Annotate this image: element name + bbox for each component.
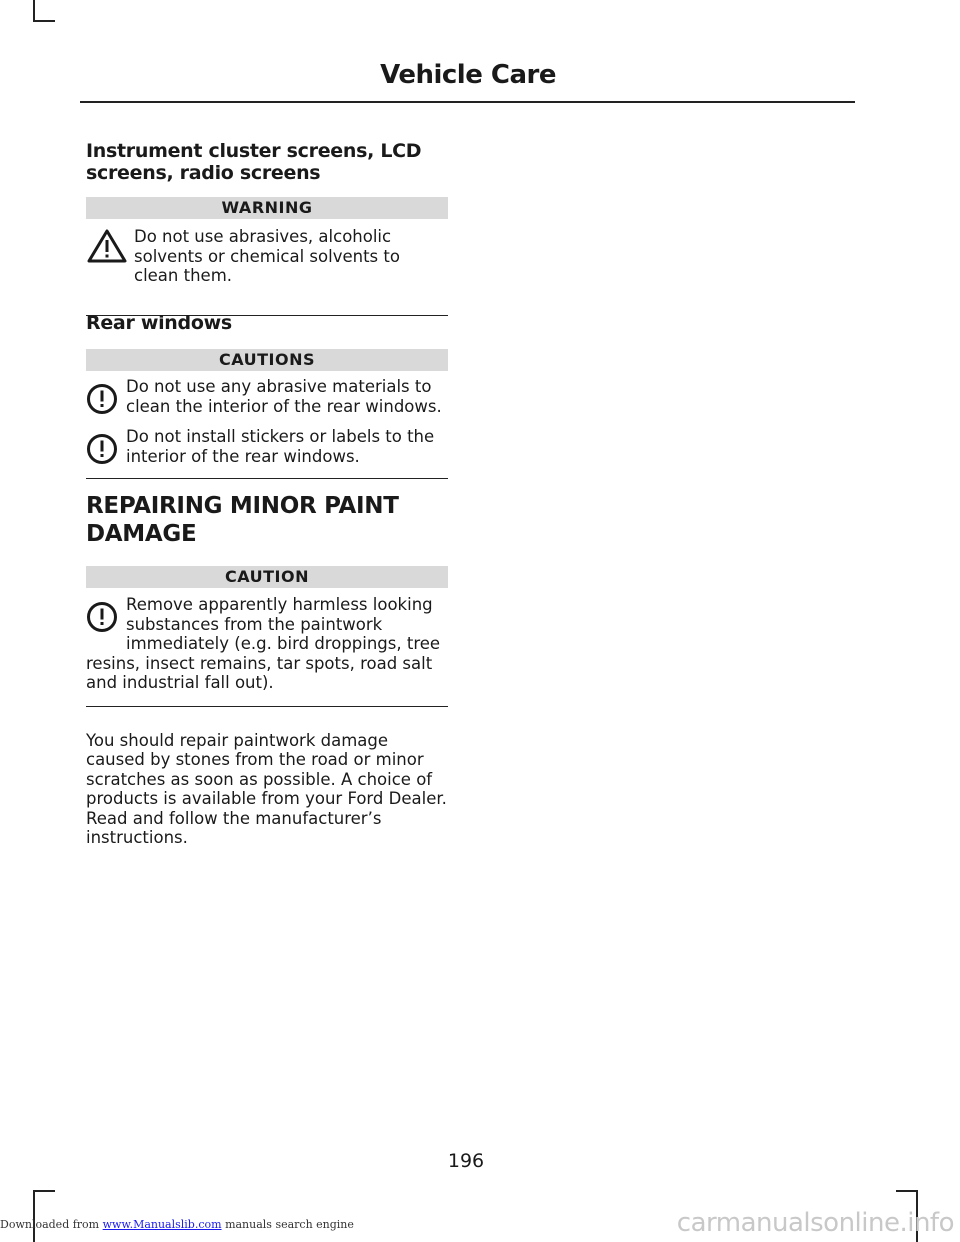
caution-exclamation-circle-icon <box>86 433 118 470</box>
section-heading-line1: REPAIRING MINOR PAINT <box>86 493 399 519</box>
warning-text: Do not use abrasives, alcoholic solvents or chemical solvents to clean them. <box>134 227 400 285</box>
caution-item <box>86 377 448 417</box>
cautions-block <box>86 349 448 479</box>
crop-mark <box>33 0 35 22</box>
section-paint-repair <box>86 492 448 548</box>
section-screens <box>86 140 448 184</box>
divider <box>86 706 448 707</box>
crop-mark <box>33 1190 35 1242</box>
footer-suffix: manuals search engine <box>225 1218 354 1231</box>
caution-text: Remove apparently harmless looking substances from the paintwork immediately (e.g. bird droppings, tree resins, insect remains, tar spots, road salt and industrial fall out). <box>86 595 441 692</box>
page-header-title: Vehicle Care <box>380 60 556 90</box>
caution-exclamation-circle-icon <box>86 383 118 420</box>
warning-item <box>86 227 448 293</box>
caution-item <box>86 595 448 693</box>
warning-block <box>86 197 448 316</box>
section-heading: Rear windows <box>86 312 232 334</box>
manualslib-link[interactable]: www.Manualslib.com <box>102 1218 222 1231</box>
header-rule <box>80 101 855 103</box>
crop-mark <box>33 20 55 22</box>
page-number: 196 <box>447 1150 485 1172</box>
section-heading: Instrument cluster screens, LCD screens, radio screens <box>86 140 422 184</box>
caution-item <box>86 427 448 467</box>
crop-mark <box>896 1190 918 1192</box>
paint-repair-body: You should repair paintwork damage caused by stones from the road or minor scratches as soon as possible. A choice of products is available from your Ford Dealer. Read and follow the manufacturer’s instructions. <box>86 730 447 847</box>
cautions-label: CAUTIONS <box>86 349 448 371</box>
caution-text: Do not install stickers or labels to the interior of the rear windows. <box>126 427 435 466</box>
footer-prefix: Downloaded from <box>0 1218 100 1231</box>
crop-mark <box>33 1190 55 1192</box>
caution-block <box>86 566 448 848</box>
section-rear-windows <box>86 312 448 334</box>
caution-label: CAUTION <box>86 566 448 588</box>
download-footer <box>0 1218 354 1231</box>
watermark: carmanualsonline.info <box>676 1208 954 1238</box>
divider <box>86 478 448 479</box>
caution-text: Do not use any abrasive materials to clean the interior of the rear windows. <box>126 377 442 416</box>
section-heading-line2: DAMAGE <box>86 521 197 547</box>
warning-label: WARNING <box>86 197 448 219</box>
warning-triangle-icon <box>86 228 128 269</box>
caution-exclamation-circle-icon <box>86 601 118 638</box>
